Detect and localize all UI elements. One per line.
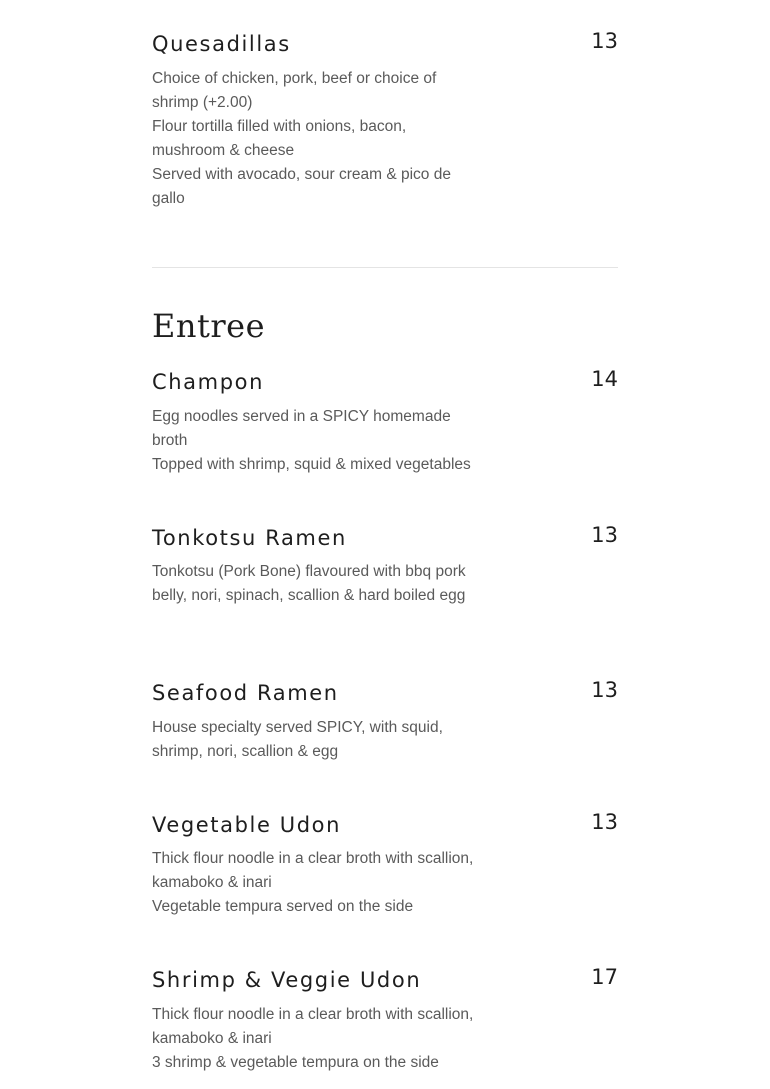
item-price: 13 xyxy=(591,678,618,702)
item-price: 14 xyxy=(591,367,618,391)
desc-line: kamaboko & inari xyxy=(152,1030,272,1047)
desc-line: Choice of chicken, pork, beef or choice of xyxy=(152,70,437,87)
section-title-entree: Entree xyxy=(152,307,265,345)
desc-line: shrimp, nori, scallion & egg xyxy=(152,743,339,760)
item-price: 13 xyxy=(591,29,618,53)
desc-line: mushroom & cheese xyxy=(152,142,295,159)
section-divider xyxy=(152,267,618,268)
desc-line: shrimp (+2.00) xyxy=(152,94,253,111)
desc-line: gallo xyxy=(152,190,185,207)
item-name: Shrimp & Veggie Udon xyxy=(152,968,422,992)
item-name: Tonkotsu Ramen xyxy=(152,526,347,550)
item-name: Champon xyxy=(152,370,264,394)
item-description xyxy=(152,1003,492,1075)
desc-line: Served with avocado, sour cream & pico de xyxy=(152,166,451,183)
desc-line: 3 shrimp & vegetable tempura on the side xyxy=(152,1054,439,1071)
item-price: 13 xyxy=(591,523,618,547)
item-name: Seafood Ramen xyxy=(152,681,339,705)
desc-line: Flour tortilla filled with onions, bacon, xyxy=(152,118,407,135)
item-description xyxy=(152,560,492,608)
item-price: 13 xyxy=(591,810,618,834)
desc-line: Vegetable tempura served on the side xyxy=(152,898,414,915)
item-description xyxy=(152,716,492,764)
item-price: 17 xyxy=(591,965,618,989)
item-description xyxy=(152,405,492,477)
desc-line: Thick flour noodle in a clear broth with scallion, xyxy=(152,850,474,867)
desc-line: belly, nori, spinach, scallion & hard boiled egg xyxy=(152,587,466,604)
item-name: Vegetable Udon xyxy=(152,813,342,837)
item-description xyxy=(152,847,492,919)
desc-line: Thick flour noodle in a clear broth with scallion, xyxy=(152,1006,474,1023)
item-name: Quesadillas xyxy=(152,32,291,56)
desc-line: Topped with shrimp, squid & mixed vegetables xyxy=(152,456,471,473)
desc-line: broth xyxy=(152,432,188,449)
desc-line: kamaboko & inari xyxy=(152,874,272,891)
desc-line: Tonkotsu (Pork Bone) flavoured with bbq pork xyxy=(152,563,466,580)
desc-line: House specialty served SPICY, with squid, xyxy=(152,719,443,736)
desc-line: Egg noodles served in a SPICY homemade xyxy=(152,408,451,425)
item-description xyxy=(152,67,492,211)
